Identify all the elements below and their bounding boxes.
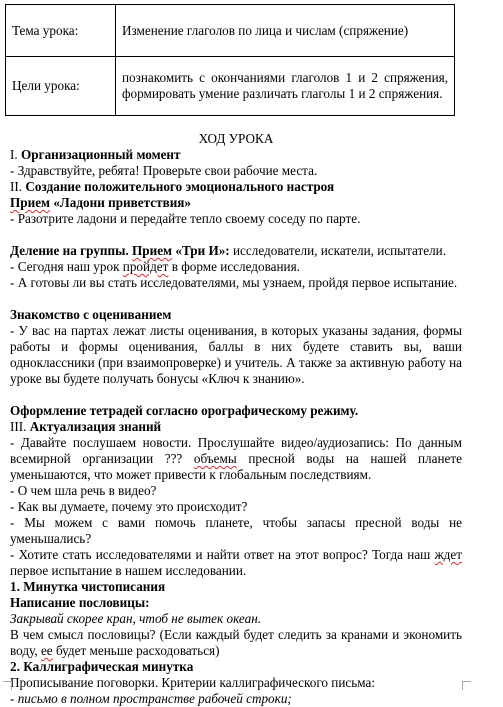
minute-1-subtitle: Написание пословицы:	[10, 595, 150, 610]
notebook-heading: Оформление тетрадей согласно орографическому режиму.	[10, 403, 359, 418]
groups-line-2: - А готовы ли вы стать исследователями, мы узнаем, пройдя первое испытание.	[10, 275, 458, 290]
section-3-line-3: уменьшаются, что может привести к глобальным последствиям.	[10, 467, 372, 482]
spellcheck-word: ее	[40, 643, 53, 658]
section-1-title: Организационный момент	[21, 147, 181, 162]
evaluation-heading: Знакомство с оцениванием	[10, 307, 172, 322]
section-3-line-2	[10, 451, 462, 467]
minute-2-line-1: Прописывание поговорки. Критерии каллиграфического письма:	[10, 675, 376, 690]
text-span: воду,	[10, 643, 41, 658]
text-span: в форме исследования.	[168, 259, 300, 274]
section-1-heading	[10, 147, 462, 163]
groups-line-1	[10, 259, 462, 275]
goals-row	[6, 57, 455, 116]
section-1-number: I.	[10, 147, 21, 162]
section-2-heading	[10, 179, 462, 195]
section-3-line-4: - О чем шла речь в видео?	[10, 483, 157, 498]
page-corner-mark	[462, 681, 471, 690]
section-2-technique	[10, 195, 462, 211]
section-3-heading	[10, 419, 462, 435]
groups-technique-name: «Три И»:	[172, 243, 230, 258]
technique-name: «Ладони приветствия»	[50, 195, 192, 210]
text-span: - Сегодня наш урок	[10, 259, 123, 274]
section-3-title: Актуализация знаний	[29, 419, 162, 434]
topic-label: Тема урока:	[6, 5, 116, 57]
page-corner-mark	[3, 681, 12, 690]
minute-1-question-2	[10, 643, 462, 659]
section-3-line-7: уменьшались?	[10, 531, 92, 546]
groups-heading	[10, 243, 462, 259]
lesson-header-table	[5, 4, 455, 116]
section-3-line-5: - Как вы думаете, почему это происходит?	[10, 499, 248, 514]
goals-value: познакомить с окончаниями глаголов 1 и 2 спряжения, формировать умение различать глаголы 1 и 2 спряжения.	[116, 57, 455, 116]
evaluation-line-1: - У вас на партах лежат листы оценивания, в которых указаны задания, формы	[10, 323, 462, 338]
text-span: - Хотите стать исследователями и найти ответ на этот вопрос? Тогда наш	[10, 547, 435, 562]
section-2-line: - Разотрите ладони и передайте тепло своему соседу по парте.	[10, 211, 361, 226]
topic-value: Изменение глаголов по лица и числам (спряжение)	[116, 5, 455, 57]
lesson-title: ХОД УРОКА	[198, 131, 274, 146]
spellcheck-word: ждет	[434, 547, 462, 562]
proverb: Закрывай скорее кран, чтоб не вытек океан.	[10, 611, 262, 626]
minute-1-title: 1. Минутка чистописания	[10, 579, 166, 594]
minute-1-question-1: В чем смысл пословицы? (Если каждый будет следить за кранами и экономить	[10, 627, 462, 642]
evaluation-paragraph	[10, 323, 462, 387]
goals-label: Цели урока:	[6, 57, 116, 116]
section-3-line-1: - Давайте послушаем новости. Прослушайте видео/аудиозапись: По данным	[10, 435, 462, 450]
section-3-line-6: - Мы можем с вами помочь планете, чтобы запасы пресной воды не	[10, 515, 462, 530]
section-2-title: Создание положительного эмоционального настроя	[25, 179, 335, 194]
spellcheck-word: объемы	[193, 451, 237, 466]
text-span: всемирной организации ???	[10, 451, 194, 466]
text-span: пресной воды на нашей планете	[236, 451, 462, 466]
section-2-number: II.	[10, 179, 26, 194]
minute-2-line-2: - письмо в полном пространстве рабочей строки;	[10, 691, 292, 706]
lesson-body	[10, 131, 462, 707]
evaluation-line-2: работы и формы оценивания, баллы в них будете ставить вы, ваши	[10, 339, 462, 354]
topic-row	[6, 5, 455, 57]
minute-2-title: 2. Каллиграфическая минутка	[10, 659, 194, 674]
spellcheck-word: Прием	[10, 195, 51, 210]
section-3-line-8	[10, 547, 462, 563]
section-3-number: III.	[10, 419, 30, 434]
evaluation-line-4: уроке вы будете получать бонусы «Ключ к знанию».	[10, 371, 305, 386]
spellcheck-word: Прием	[132, 243, 173, 258]
section-3-line-9: первое испытание в нашем исследовании.	[10, 563, 247, 578]
section-1-line: - Здравствуйте, ребята! Проверьте свои рабочие места.	[10, 163, 318, 178]
evaluation-line-3: одноклассники (при взаимопроверке) и учитель. А также за активную работу на	[10, 355, 462, 370]
spellcheck-word: пройдет	[122, 259, 169, 274]
text-span: будет меньше расходоваться)	[52, 643, 220, 658]
groups-rest: исследователи, искатели, испытатели.	[229, 243, 447, 258]
groups-title: Деление на группы.	[10, 243, 133, 258]
section-3-paragraph	[10, 435, 462, 579]
